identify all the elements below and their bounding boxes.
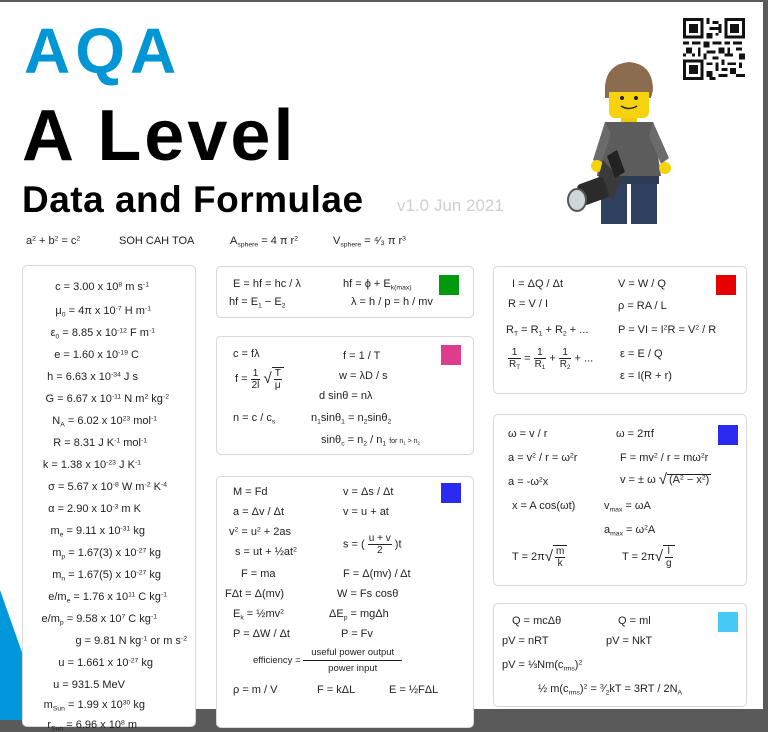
formula-emf: ε = E / Q: [620, 348, 663, 360]
formula-work-done: W = Fs cosθ: [337, 588, 399, 600]
formula-power-force: P = Fv: [341, 628, 373, 640]
formula-potential-energy: $\Delta E_p = mg\Delta h$: [329, 608, 389, 622]
constant-g: g = 9.81 N $kg^{-1}$ or m $s^{-2}$: [75, 635, 187, 647]
thermal-box: [493, 603, 747, 707]
formula-series-resistance: $R_T = R_1 + R_2$ + ...: [506, 324, 589, 338]
electricity-color-swatch: [716, 275, 736, 295]
waves-color-swatch: [441, 345, 461, 365]
formula-de-broglie: λ = h / p = h / mv: [351, 296, 433, 308]
formula-diffraction-grating: d sinθ = nλ: [319, 390, 373, 402]
formula-kinetic-energy: $E_k$ = $\frac{1}{2}mv^2$: [233, 608, 284, 622]
thermal-color-swatch: [718, 612, 738, 632]
formula-impulse: FΔt = Δ(mv): [225, 588, 284, 600]
formula-shm-velocity: v = ± ω √ $(A^2 - x^2)$: [620, 471, 710, 489]
formula-internal-resistance: ε = I(R + r): [620, 370, 672, 382]
formula-power-electric: P = VI = $I^2R = V^2 / R$: [618, 324, 717, 336]
constant-e-over-me: $e/m_e = 1.76$ x $10^{11}$ C $kg^{-1}$: [48, 591, 167, 605]
formula-mean-kinetic-energy: ½ $m(c_{rms})^2$ = $^3⁄_2kT = 3RT / 2N_A$: [538, 683, 683, 697]
formula-force-momentum: F = Δ(mv) / Δt: [343, 568, 411, 580]
formula-angular-frequency: ω = 2πf: [616, 428, 654, 440]
formula-shm-displacement: x = A cos(ωt): [512, 500, 576, 512]
constant-e-over-mp: $e/m_p = 9.58$ x $10^7$ C $kg^{-1}$: [41, 613, 157, 627]
formula-elastic-energy: E = ½FΔL: [389, 684, 439, 696]
formula-suvat-3: s = ( $\frac{u + v}{2}$ )t: [343, 533, 402, 556]
sphere-volume-formula: $V_{sphere}$ = ⁴⁄₃ π $r^3$: [333, 235, 406, 249]
brand-title: AQA: [24, 15, 182, 87]
constant-mu0: $\mu_0 = 4\pi$ x $10^{-7}$ H $m^{-1}$: [55, 305, 151, 319]
constant-NA: $N_A = 6.02$ x $10^{23}$ mol$^{-1}$: [52, 415, 157, 429]
pythagoras-formula: $a^2 + b^2 = c^2$: [26, 235, 81, 247]
formula-parallel-resistance: $\frac{1}{R_T}$ = $\frac{1}{R_1}$ + $\frac{1}{R_2}$ + ...: [509, 347, 594, 372]
formula-newton-second: F = ma: [241, 568, 276, 580]
constants-box: [22, 265, 196, 732]
constant-u-mev: u = 931.5 MeV: [53, 679, 125, 691]
formula-specific-heat: Q = mcΔθ: [512, 615, 562, 627]
formula-sheet-page: [0, 2, 763, 732]
formula-resistivity: ρ = RA / L: [618, 300, 667, 312]
formula-hookes-law: F = kΔL: [317, 684, 356, 696]
constant-me: $m_e = 9.11$ x $10^{-31}$ kg: [50, 525, 145, 539]
formula-ideal-gas-molecules: pV = NkT: [606, 635, 653, 647]
formula-acceleration: a = Δv / Δt: [233, 506, 285, 518]
formula-efficiency: efficiency = $\frac{\text{useful power output}}{\text{power input}}$: [253, 645, 402, 676]
formula-snells-law: $n_1\sin\theta_1 = n_2\sin\theta_2$: [311, 412, 392, 426]
formula-energy-levels: hf = $E_1 - E_2$: [229, 296, 286, 310]
formula-potential-difference: V = W / Q: [618, 278, 666, 290]
formula-centripetal-acceleration: $a = v^2 / r = \omega^2r$: [508, 452, 578, 464]
formula-max-velocity: $v_{max} = \omega A$: [604, 500, 651, 514]
constant-c: c = 3.00 x $10^8$ m $s^{-1}$: [55, 281, 149, 293]
constant-mn: $m_n = 1.67(5)$ x $10^{-27}$ kg: [52, 569, 161, 583]
formula-critical-angle: $\sin\theta_c = n_2 / n_1$ for $n_1 > n_2$: [321, 434, 420, 448]
formula-wave-speed: c = fλ: [233, 348, 260, 360]
constant-alpha: α = 2.90 x $10^{-3}$ m K: [48, 503, 141, 515]
trig-mnemonic: SOH CAH TOA: [119, 235, 195, 247]
constant-R: R = 8.31 J $K^{-1}$ mol$^{-1}$: [53, 437, 147, 449]
formula-density: ρ = m / V: [233, 684, 278, 696]
formula-kinetic-theory: pV = $\frac{1}{3}Nm(c_{rms})^2$: [502, 659, 583, 673]
mechanics-color-swatch: [441, 483, 461, 503]
sphere-area-formula: $A_{sphere} = 4$ π $r^2$: [230, 235, 299, 249]
formula-power-work: P = ΔW / Δt: [233, 628, 290, 640]
constant-G: G = 6.67 x $10^{-11}$ N $m^2$ $kg^{-2}$: [45, 393, 169, 405]
constant-r-sun: $r_{Sun} = 6.96$ x $10^8$ m: [47, 719, 137, 732]
level-title: A Level: [22, 96, 297, 176]
constant-u-kg: u = 1.661 x $10^{-27}$ kg: [58, 657, 153, 669]
constant-m-sun: $m_{Sun} = 1.99$ x $10^{30}$ kg: [43, 699, 145, 713]
photons-color-swatch: [439, 275, 459, 295]
lego-minifigure-image: [565, 60, 693, 232]
formula-photoelectric: hf = $\phi + E_{k(max)}$: [343, 278, 412, 292]
formula-max-acceleration: $a_{max} = \omega^2A$: [604, 524, 656, 538]
formula-centripetal-force: $F = mv^2 / r = m\omega^2r$: [620, 452, 709, 464]
formula-current: I = ΔQ / Δt: [512, 278, 564, 290]
waves-box: [216, 336, 474, 455]
formula-resistance: R = V / I: [508, 298, 549, 310]
constant-sigma: σ = 5.67 x $10^{-8}$ W $m^{-2}$ $K^{-4}$: [48, 481, 167, 493]
formula-string-frequency: f = $\frac{1}{2l}$ √ $\frac{T}{\mu}$: [235, 367, 284, 391]
version-label: v1.0 Jun 2021: [397, 196, 504, 215]
photons-box: [216, 266, 474, 318]
formula-frequency-period: f = 1 / T: [343, 350, 381, 362]
formula-velocity: v = Δs / Δt: [343, 486, 394, 498]
electricity-box: [493, 266, 747, 394]
circular-shm-color-swatch: [718, 425, 738, 445]
formula-ideal-gas-moles: pV = nRT: [502, 635, 549, 647]
formula-latent-heat: Q = ml: [618, 615, 651, 627]
mechanics-box: [216, 476, 474, 728]
decorative-blue-shape: [0, 590, 22, 720]
page-title: Data and Formulae: [22, 179, 364, 220]
formula-moment: M = Fd: [233, 486, 268, 498]
formula-refractive-index: $n = c / c_s$: [233, 412, 276, 426]
formula-suvat-4: s = ut + $\frac{1}{2}at^2$: [235, 546, 297, 558]
formula-angular-velocity: ω = v / r: [508, 428, 548, 440]
formula-pendulum-period: T = 2π√ $\frac{l}{g}$: [622, 545, 675, 569]
circular-shm-box: [493, 414, 747, 586]
formula-suvat-2: $v^2 = u^2 + 2as$: [229, 526, 292, 538]
formula-suvat-1: v = u + at: [343, 506, 389, 518]
constant-epsilon0: $\varepsilon_0 = 8.85$ x $10^{-12}$ F $m^{-1}$: [50, 327, 155, 341]
formula-photon-energy: E = hf = hc / λ: [233, 278, 301, 290]
constant-h: h = 6.63 x $10^{-34}$ J s: [47, 371, 138, 383]
constant-mp: $m_p = 1.67(3)$ x $10^{-27}$ kg: [52, 547, 161, 561]
formula-fringe-spacing: w = λD / s: [339, 370, 388, 382]
formula-shm-acceleration: $a = -\omega^2x$: [508, 476, 549, 488]
constant-e: e = 1.60 x $10^{-19}$ C: [54, 349, 139, 361]
formula-spring-period: T = 2π√ $\frac{m}{k}$: [512, 545, 567, 569]
constant-k: k = 1.38 x $10^{-23}$ J $K^{-1}$: [42, 459, 141, 471]
